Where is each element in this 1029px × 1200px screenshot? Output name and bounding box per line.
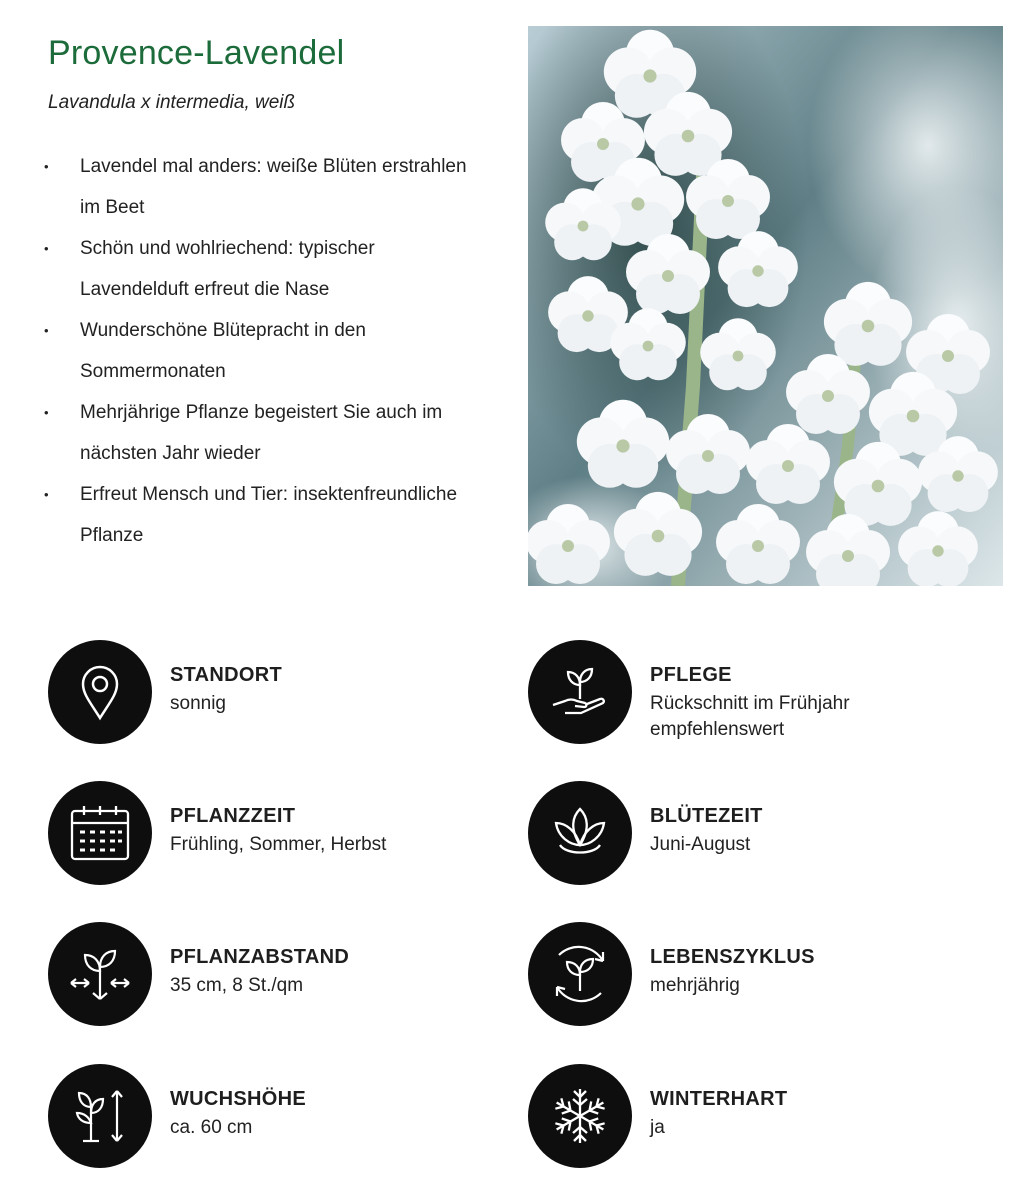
calendar-icon bbox=[48, 781, 152, 885]
lifecycle-icon bbox=[528, 922, 632, 1026]
location-pin-icon bbox=[48, 640, 152, 744]
plant-height-icon bbox=[48, 1064, 152, 1168]
feature-label: PFLANZABSTAND bbox=[170, 946, 350, 968]
feature-value: Rückschnitt im Frühjahr empfehlenswert bbox=[650, 693, 850, 740]
feature-label: STANDORT bbox=[170, 664, 283, 686]
feature-label: WINTERHART bbox=[650, 1088, 788, 1110]
plant-spacing-icon bbox=[48, 922, 152, 1026]
feature-value: Juni-August bbox=[650, 834, 751, 855]
product-title: Provence-Lavendel bbox=[48, 34, 345, 72]
product-subtitle: Lavandula x intermedia, weiß bbox=[48, 92, 296, 113]
feature-lebenszyklus bbox=[528, 922, 988, 1028]
feature-value: sonnig bbox=[170, 693, 226, 714]
feature-pflanzabstand bbox=[48, 922, 508, 1028]
feature-value: mehrjährig bbox=[650, 975, 740, 996]
bullet-item: • Mehrjährige Pflanze begeistert Sie auch im nächsten Jahr wieder bbox=[44, 392, 484, 474]
lotus-flower-icon bbox=[528, 781, 632, 885]
feature-label: LEBENSZYKLUS bbox=[650, 946, 815, 968]
bullet-item: • Erfreut Mensch und Tier: insektenfreundliche Pflanze bbox=[44, 474, 484, 556]
feature-wuchshoehe bbox=[48, 1064, 508, 1170]
feature-label: WUCHSHÖHE bbox=[170, 1088, 307, 1110]
feature-bullet-list bbox=[44, 146, 484, 556]
feature-value: ja bbox=[650, 1117, 665, 1138]
snowflake-icon bbox=[528, 1064, 632, 1168]
seedling-hand-icon bbox=[528, 640, 632, 744]
feature-pflege bbox=[528, 640, 988, 746]
feature-label: PFLEGE bbox=[650, 664, 732, 686]
feature-value: 35 cm, 8 St./qm bbox=[170, 975, 304, 996]
feature-value: ca. 60 cm bbox=[170, 1117, 253, 1138]
bullet-item: • Schön und wohlriechend: typischer Lavendelduft erfreut die Nase bbox=[44, 228, 484, 310]
feature-bluetezeit bbox=[528, 781, 988, 887]
feature-label: BLÜTEZEIT bbox=[650, 805, 763, 827]
feature-label: PFLANZZEIT bbox=[170, 805, 296, 827]
bullet-item: • Lavendel mal anders: weiße Blüten erstrahlen im Beet bbox=[44, 146, 484, 228]
feature-winterhart bbox=[528, 1064, 988, 1170]
feature-standort bbox=[48, 640, 508, 746]
product-photo bbox=[528, 26, 1003, 586]
feature-value: Frühling, Sommer, Herbst bbox=[170, 834, 387, 855]
feature-pflanzzeit bbox=[48, 781, 508, 887]
bullet-item: • Wunderschöne Blütepracht in den Sommermonaten bbox=[44, 310, 484, 392]
